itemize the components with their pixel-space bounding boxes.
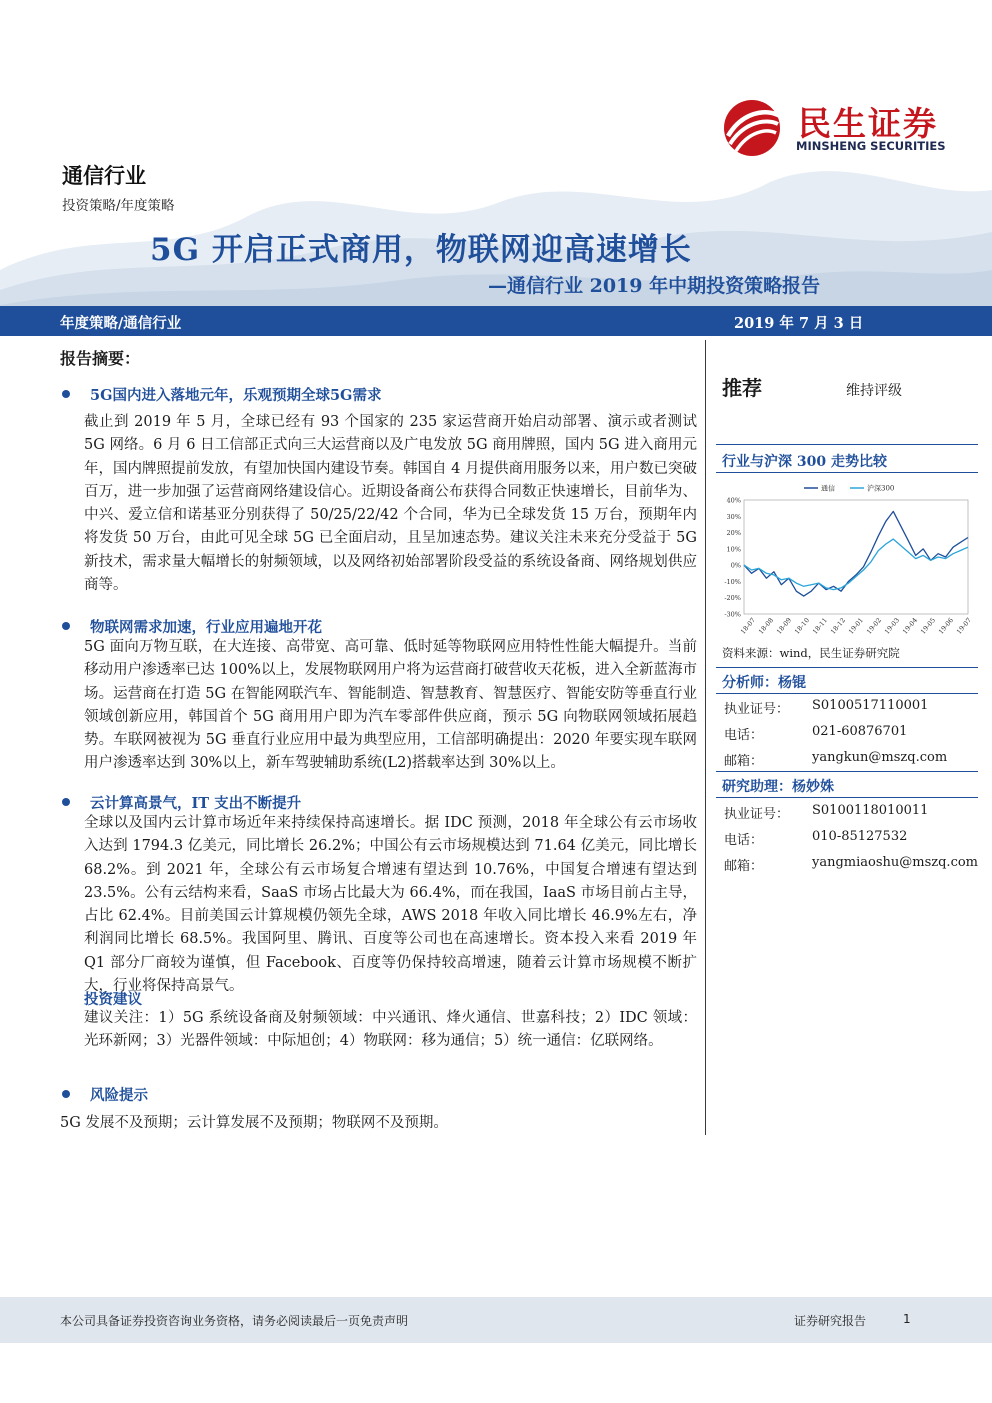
risk-heading-text: 风险提示	[90, 1087, 148, 1104]
analyst-license-label: 执业证号：	[724, 702, 790, 717]
x-tick-label: 18-11	[810, 616, 830, 636]
summary-title: 报告摘要：	[60, 349, 141, 368]
trend-chart	[716, 476, 978, 642]
assistant-phone-label: 电话：	[724, 833, 764, 848]
y-tick-label: -30%	[724, 610, 741, 619]
rating-label: 维持评级	[846, 383, 902, 399]
investment-text: 建议关注：1）5G 系统设备商及射频领域：中兴通讯、烽火通信、世嘉科技；2）IDC 领域：光环新网；3）光器件领域：中际旭创；4）物联网：移为通信；5）统一通信：亿联网络。	[84, 1010, 697, 1050]
column-divider	[705, 340, 706, 1135]
analyst-phone-label: 电话：	[724, 728, 764, 743]
chart-title: 行业与沪深 300 走势比较	[722, 454, 887, 470]
x-tick-label: 19-06	[936, 616, 956, 636]
x-tick-label: 18-12	[828, 616, 848, 636]
analyst-email[interactable]: yangkun@mszq.com	[812, 750, 948, 765]
y-tick-label: 30%	[726, 512, 741, 521]
y-tick-label: 0%	[730, 561, 741, 570]
section-heading-text: 云计算高景气，IT 支出不断提升	[90, 795, 302, 812]
section-text-5g: 截止到 2019 年 5 月，全球已经有 93 个国家的 235 家运营商开始启动部署、演示或者测试 5G 网络。6 月 6 日工信部正式向三大运营商以及广电发放 5G 商用牌照，国内 5G 进入商用元年，国内牌照提前发放，有望加快国内建设节奏。韩国自 4 月提供商用服务以来，用户数已突破百万，进一步加强了运营商网络建设信心。近期设备商公布获得合同数正快速增长，目前华为、中兴、爱立信和诺基亚分别获得了 50/25/22/42 个合同，华为已全球发货 15 万台，预期年内将发货 50 万台，由此可见全球 5G 已全面启动，且呈加速态势。建议关注未来充分受益于 5G 新技术，需求量大幅增长的射频领域，以及网络初始部署阶段受益的系统设备商、网络规划供应商等。	[84, 414, 697, 594]
x-tick-label: 18-08	[756, 616, 776, 636]
assistant-title: 研究助理：杨妙姝	[722, 779, 834, 795]
x-tick-label: 19-07	[954, 616, 974, 636]
recommend-label: 推荐	[722, 376, 762, 400]
x-tick-label: 18-07	[738, 616, 758, 636]
series-line-1	[744, 539, 968, 590]
section-heading-iot	[62, 616, 322, 637]
industry-label: 通信行业	[62, 164, 146, 188]
analyst-rule	[716, 667, 978, 668]
chart-title-rule-bottom	[716, 472, 978, 473]
assistant-rule	[716, 771, 978, 772]
bullet-icon	[62, 1090, 70, 1098]
assistant-license: S0100118010011	[812, 803, 929, 818]
footer-disclaimer: 本公司具备证券投资咨询业务资格，请务必阅读最后一页免责声明	[60, 1314, 409, 1328]
assistant-phone: 010-85127532	[812, 829, 908, 844]
bullet-icon	[62, 622, 70, 630]
x-tick-label: 19-05	[918, 616, 938, 636]
section-text-cloud: 全球以及国内云计算市场近年来持续保持高速增长。据 IDC 预测，2018 年全球公有云市场收入达到 1794.3 亿美元，同比增长 26.2%；中国公有云市场规模达到 71.64 亿美元，同比增长 68.2%。到 2021 年，全球公有云市场复合增速有望达到 10.76%，中国复合增速有望达到 23.5%。公有云结构来看，SaaS 市场占比最大为 66.4%，而在我国，IaaS 市场目前占主导，占比 62.4%。目前美国云计算规模仍领先全球，AWS 2018 年收入同比增长 46.9%左右，净利润同比增长 68.5%。我国阿里、腾讯、百度等公司也在高速增长。资本投入来看 2019 年 Q1 部分厂商较为谨慎，但 Facebook、百度等仍保持较高增速，随着云计算市场规模不断扩大，行业将保持高景气。	[84, 815, 697, 995]
y-tick-label: -20%	[724, 594, 741, 603]
assistant-email[interactable]: yangmiaoshu@mszq.com	[812, 855, 979, 870]
section-heading-text: 5G国内进入落地元年，乐观预期全球5G需求	[90, 387, 382, 404]
analyst-license: S0100517110001	[812, 698, 929, 713]
chart-title-rule	[716, 444, 978, 445]
y-tick-label: 20%	[726, 529, 741, 538]
assistant-rule-bottom	[716, 797, 978, 798]
legend-label: 通信	[821, 484, 835, 493]
x-tick-label: 19-02	[864, 616, 884, 636]
report-category: 投资策略/年度策略	[62, 198, 175, 214]
section-heading-text: 物联网需求加速，行业应用遍地开花	[90, 619, 322, 636]
bar-category: 年度策略/通信行业	[60, 315, 182, 332]
assistant-license-label: 执业证号：	[724, 807, 790, 822]
series-line-0	[744, 511, 968, 596]
x-tick-label: 18-09	[774, 616, 794, 636]
footer-report-type: 证券研究报告	[794, 1314, 867, 1328]
report-title: 5G 开启正式商用，物联网迎高速增长	[150, 232, 692, 268]
analyst-email-label: 邮箱：	[724, 754, 764, 769]
analyst-phone: 021-60876701	[812, 724, 908, 739]
section-text-iot: 5G 面向万物互联，在大连接、高带宽、高可靠、低时延等物联网应用特性性能大幅提升。当前移动用户渗透率已达 100%以上，发展物联网用户将为运营商打破营收天花板，进入全新蓝海市场。运营商在打造 5G 在智能网联汽车、智能制造、智慧教育、智慧医疗、智能安防等垂直行业领域创新应用，韩国首个 5G 商用用户即为汽车零部件供应商，预示 5G 向物联网领域拓展趋势。车联网被视为 5G 垂直行业应用中最为典型应用，工信部明确提出：2020 年要实现车联网用户渗透率达到 30%以上，新车驾驶辅助系统(L2)搭载率达到 30%以上。	[84, 639, 697, 772]
y-tick-label: 10%	[726, 545, 741, 554]
logo-name-cn: 民生证券	[798, 104, 938, 143]
y-tick-label: 40%	[726, 496, 741, 505]
risk-heading	[62, 1084, 148, 1105]
bullet-icon	[62, 390, 70, 398]
analyst-rule-bottom	[716, 693, 978, 694]
bullet-icon	[62, 798, 70, 806]
x-tick-label: 19-04	[900, 616, 920, 636]
chart-source: 资料来源：wind，民生证券研究院	[722, 646, 900, 660]
report-date: 2019 年 7 月 3 日	[734, 315, 864, 332]
y-tick-label: -10%	[724, 577, 741, 586]
assistant-email-label: 邮箱：	[724, 859, 764, 874]
risk-text: 5G 发展不及预期；云计算发展不及预期；物联网不及预期。	[60, 1115, 448, 1131]
page-number: 1	[903, 1312, 911, 1326]
section-heading-5g	[62, 384, 381, 405]
x-tick-label: 19-03	[882, 616, 902, 636]
legend-label: 沪深300	[867, 484, 895, 493]
investment-heading: 投资建议	[84, 991, 142, 1008]
section-heading-cloud	[62, 792, 301, 813]
report-subtitle: —通信行业 2019 年中期投资策略报告	[488, 275, 821, 297]
x-tick-label: 19-01	[846, 616, 866, 636]
analyst-title: 分析师：杨锟	[722, 675, 806, 691]
logo-name-en: MINSHENG SECURITIES	[796, 139, 946, 153]
x-tick-label: 18-10	[792, 616, 812, 636]
